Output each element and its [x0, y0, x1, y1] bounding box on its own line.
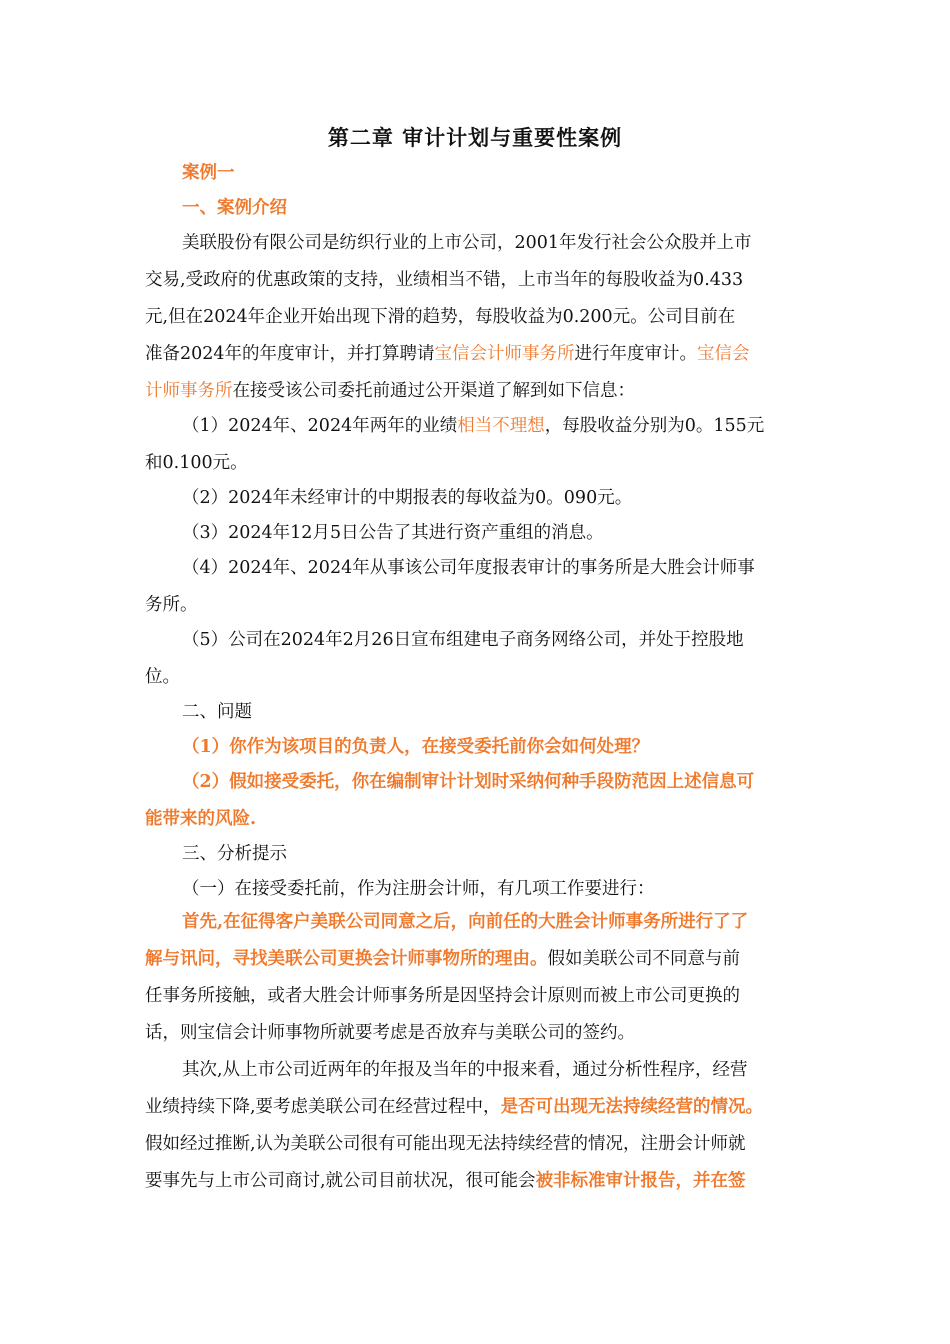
firm-name-highlight-3: 计师事务所: [145, 381, 233, 401]
item-1-text-2: ，每股收益分别为0。155元: [544, 416, 765, 436]
intro-line-2: 交易,受政府的优惠政策的支持，业绩相当不错，上市当年的每股收益为0.433: [145, 270, 744, 290]
item-3: （3）2024年12月5日公告了其进行资产重组的消息。: [182, 523, 604, 543]
intro-line-3: 元,但在2024年企业开始出现下滑的趋势，每股收益为0.200元。公司目前在: [145, 307, 736, 327]
para-2-line-3: 假如经过推断,认为美联公司很有可能出现无法持续经营的情况，注册会计师就: [145, 1134, 746, 1154]
intro-line-4: [145, 342, 810, 366]
para-2-highlight-2: 被非标准审计报告，并在签: [535, 1171, 746, 1191]
section-heading-questions: 二、问题: [182, 702, 252, 722]
intro-line-1: 美联股份有限公司是纺织行业的上市公司，2001年发行社会公众股并上市: [182, 233, 752, 253]
subsection-before-engagement: （一）在接受委托前，作为注册会计师，有几项工作要进行：: [182, 879, 655, 899]
para-1-highlight: 解与讯问，寻找美联公司更换会计师事物所的理由。: [145, 949, 548, 969]
item-1-highlight: 相当不理想: [457, 416, 545, 436]
section-heading-analysis: 三、分析提示: [182, 844, 287, 864]
item-1-text: （1）2024年、2024年两年的业绩: [182, 416, 458, 436]
para-2-line-2: [145, 1095, 810, 1119]
para-1-text: 假如美联公司不同意与前: [547, 949, 740, 969]
intro-line-4-text-2: 进行年度审计。: [574, 344, 698, 364]
question-2-line-2: 能带来的风险.: [145, 809, 257, 829]
item-1-line-2: 和0.100元。: [145, 453, 248, 473]
item-4-line-2: 务所。: [145, 595, 198, 615]
item-4-line-1: （4）2024年、2024年从事该公司年度报表审计的事务所是大胜会计师事: [182, 558, 755, 578]
firm-name-highlight: 宝信会计师事务所: [434, 344, 575, 364]
para-1-line-3: 任事务所接触，或者大胜会计师事务所是因坚持会计原则而被上市公司更换的: [145, 986, 740, 1006]
intro-line-4-text: 准备2024年的年度审计，并打算聘请: [145, 344, 435, 364]
question-1: （1）你作为该项目的负责人，在接受委托前你会如何处理？: [182, 737, 650, 757]
intro-line-5: [145, 379, 810, 403]
question-2-line-1: （2）假如接受委托，你在编制审计计划时采纳何种手段防范因上述信息可: [182, 772, 755, 792]
para-2-line-1: 其次,从上市公司近两年的年报及当年的中报来看，通过分析性程序，经营: [182, 1060, 748, 1080]
para-2-highlight: 是否可出现无法持续经营的情况。: [500, 1097, 764, 1117]
case-label: 案例一: [182, 163, 235, 183]
chapter-title: 第二章 审计计划与重要性案例: [327, 125, 623, 150]
para-1-line-2: [145, 947, 810, 971]
item-5-line-1: （5）公司在2024年2月26日宣布组建电子商务网络公司，并处于控股地: [182, 630, 744, 650]
para-1-line-1: 首先,在征得客户美联公司同意之后，向前任的大胜会计师事务所进行了了: [182, 912, 749, 932]
item-5-line-2: 位。: [145, 667, 180, 687]
firm-name-highlight-2: 宝信会: [697, 344, 750, 364]
section-heading-intro: 一、案例介绍: [182, 198, 287, 218]
item-2: （2）2024年未经审计的中期报表的每收益为0。090元。: [182, 488, 633, 508]
para-1-line-4: 话，则宝信会计师事物所就要考虑是否放弃与美联公司的签约。: [145, 1023, 635, 1043]
intro-line-5-text: 在接受该公司委托前通过公开渠道了解到如下信息：: [232, 381, 635, 401]
item-1-line-1: [182, 414, 810, 438]
para-2-text: 业绩持续下降,要考虑美联公司在经营过程中，: [145, 1097, 501, 1117]
para-2-text-2: 要事先与上市公司商讨,就公司目前状况，很可能会: [145, 1171, 536, 1191]
para-2-line-4: [145, 1169, 810, 1193]
